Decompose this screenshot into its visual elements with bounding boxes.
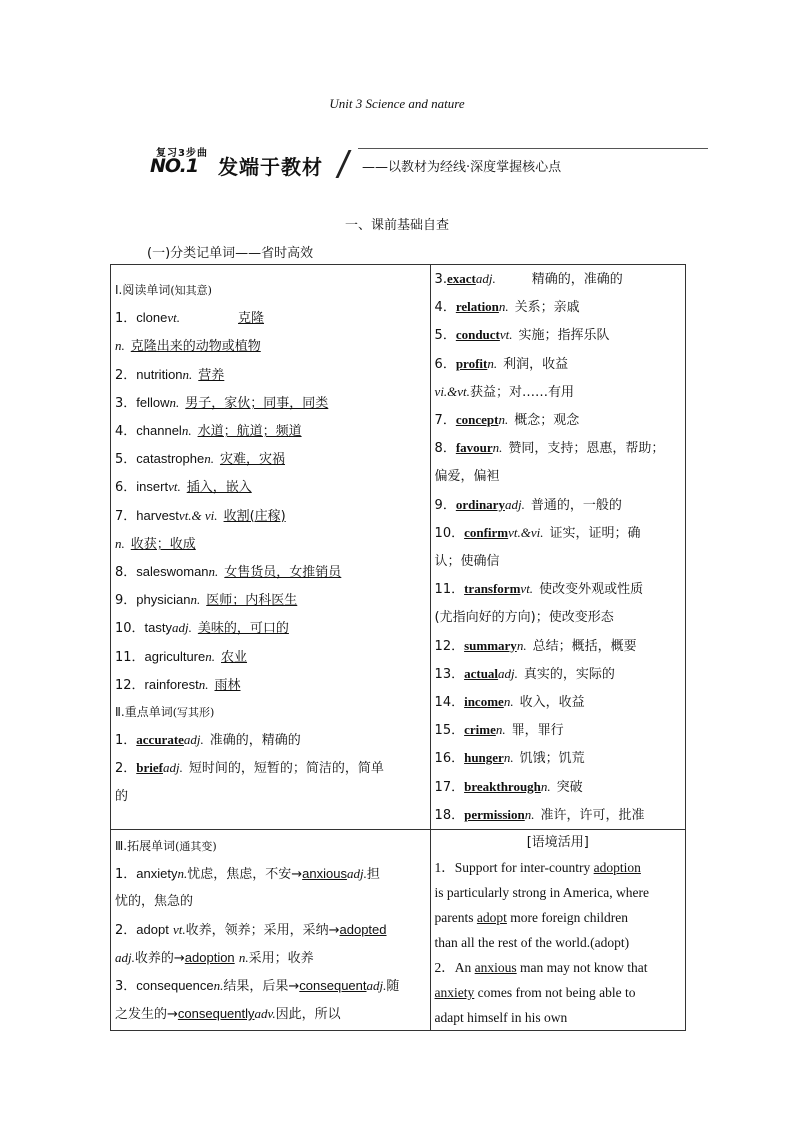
item-number: 2． bbox=[115, 922, 137, 938]
key-word-row bbox=[435, 406, 681, 434]
item-number: 7． bbox=[434, 413, 456, 429]
meaning: 收养的→ bbox=[134, 950, 185, 966]
expand-line-6 bbox=[115, 1000, 426, 1028]
answer-word: income bbox=[464, 694, 504, 710]
expand-line-3 bbox=[115, 916, 426, 944]
subsection-heading: (一)分类记单词——省时高效 bbox=[147, 246, 314, 261]
part-of-speech: vt. bbox=[172, 921, 186, 937]
answer-word: brief bbox=[136, 760, 163, 776]
answer: 克隆出来的动物或植物 bbox=[130, 339, 261, 355]
answer-word: favour bbox=[455, 440, 493, 456]
item-number: 9． bbox=[115, 593, 137, 609]
item-number: 3． bbox=[115, 395, 137, 411]
usage-title: [语境活用] bbox=[526, 835, 589, 851]
meaning: 实施；指挥乐队 bbox=[518, 328, 610, 344]
answer: adopt bbox=[476, 910, 507, 926]
meaning: 突破 bbox=[556, 779, 583, 795]
key-word-row bbox=[115, 726, 426, 754]
part-of-speech: n. bbox=[495, 722, 506, 738]
item-number: 15． bbox=[434, 723, 465, 739]
part-of-speech: n. bbox=[503, 750, 514, 766]
answer: 营养 bbox=[198, 367, 225, 383]
banner-slash bbox=[335, 150, 351, 178]
meaning: 真实的，实际的 bbox=[523, 666, 615, 682]
part-of-speech: adj. bbox=[172, 620, 192, 636]
sentence-text: adapt himself in his own bbox=[434, 1010, 568, 1026]
reading-word-row bbox=[115, 304, 426, 332]
answer: anxious bbox=[302, 866, 347, 882]
answer-word: confirm bbox=[464, 524, 509, 540]
meaning: 结果，后果→ bbox=[223, 979, 300, 995]
answer-word: summary bbox=[464, 637, 517, 653]
meaning: 短时间的，短暂的；简洁的，简单 bbox=[188, 761, 384, 777]
word: anxiety bbox=[136, 866, 178, 882]
reading-word-row bbox=[115, 643, 426, 671]
sec2-title: Ⅱ.重点单词 bbox=[115, 705, 173, 720]
item-number: 3. bbox=[434, 272, 447, 287]
item-number: 3． bbox=[115, 979, 137, 995]
item-number: 11． bbox=[115, 649, 145, 665]
answer: 雨林 bbox=[214, 677, 241, 693]
meaning: 偏爱，偏袒 bbox=[434, 469, 500, 485]
item-number: 14． bbox=[434, 695, 465, 711]
expand-line-4 bbox=[115, 944, 426, 972]
item-number: 7． bbox=[115, 508, 137, 524]
item-number: 5． bbox=[434, 328, 456, 344]
reading-word-list bbox=[115, 304, 426, 699]
answer-word: exact bbox=[446, 271, 476, 286]
word: channel bbox=[136, 423, 182, 439]
expand-cell bbox=[111, 830, 431, 1031]
key-word-row bbox=[435, 716, 681, 744]
sentence-text: 1．Support for inter-country bbox=[434, 860, 594, 876]
sentence-text: man may not know that bbox=[516, 960, 648, 976]
reading-word-row bbox=[115, 361, 426, 389]
answer: 美味的，可口的 bbox=[197, 621, 289, 637]
key-word-row bbox=[435, 773, 681, 801]
item-number: 1． bbox=[115, 311, 137, 327]
reading-word-row bbox=[115, 558, 426, 586]
right-cell bbox=[430, 265, 685, 830]
item-number: 12． bbox=[115, 677, 145, 693]
meaning: 证实，证明；确 bbox=[549, 525, 641, 541]
answer: anxiety bbox=[434, 985, 475, 1001]
part-of-speech: adj. bbox=[475, 271, 496, 286]
reading-word-row bbox=[115, 502, 426, 530]
answer: 女售货员，女推销员 bbox=[224, 565, 342, 581]
answer: adoption bbox=[593, 860, 641, 876]
unit-title: Unit 3 Science and nature bbox=[329, 96, 465, 111]
answer-word: hunger bbox=[464, 750, 504, 766]
sec2-note: (写其形) bbox=[172, 706, 215, 720]
sec2-heading bbox=[115, 699, 426, 726]
item-number: 4． bbox=[434, 300, 456, 316]
answer: 医师；内科医生 bbox=[206, 593, 298, 609]
sec1-heading bbox=[115, 277, 426, 304]
sec3-title: Ⅲ.拓展单词 bbox=[115, 839, 176, 854]
part-of-speech: n. bbox=[498, 412, 509, 428]
item-number: 8． bbox=[434, 441, 456, 457]
sec3-note: (通其变) bbox=[175, 840, 217, 854]
word: tasty bbox=[144, 620, 173, 636]
answer-word: relation bbox=[455, 299, 499, 315]
meaning: 采用；收养 bbox=[248, 950, 314, 966]
part-of-speech: n. bbox=[524, 806, 535, 822]
part-of-speech: adj. bbox=[163, 760, 183, 776]
key-word-list-continued bbox=[435, 265, 681, 829]
part-of-speech: adj. bbox=[498, 665, 518, 681]
answer-word: transform bbox=[464, 581, 521, 597]
item-number: 10． bbox=[434, 525, 465, 541]
part-of-speech: adv. bbox=[254, 1006, 276, 1022]
key-word-list bbox=[115, 726, 426, 782]
banner-small-label: 复习3步曲 bbox=[156, 148, 208, 159]
word: saleswoman bbox=[136, 564, 209, 580]
meaning: 罪，罪行 bbox=[511, 723, 564, 739]
answer: adoption bbox=[184, 949, 235, 965]
banner-subtitle: ——以教材为经线·深度掌握核心点 bbox=[362, 160, 562, 175]
key-word-row bbox=[435, 378, 681, 406]
answer-word: conduct bbox=[455, 327, 500, 343]
expand-line-1 bbox=[115, 860, 426, 888]
item-number: 17． bbox=[434, 779, 465, 795]
key-word-row bbox=[435, 434, 681, 462]
sentence-text: than all the rest of the world.(adopt) bbox=[434, 935, 630, 951]
item-number: 2． bbox=[115, 761, 137, 777]
usage-sentence-2 bbox=[435, 955, 681, 1030]
sentence-text: is particularly strong in America, where bbox=[434, 885, 649, 901]
key-word-row bbox=[435, 547, 681, 575]
meaning: 总结；概括，概要 bbox=[532, 638, 637, 654]
answer-word: breakthrough bbox=[464, 778, 541, 794]
part-of-speech: n. bbox=[487, 355, 498, 371]
reading-word-row bbox=[115, 332, 426, 360]
answer: 灾难，灾祸 bbox=[219, 452, 285, 468]
meaning: 赞同，支持；恩惠，帮助； bbox=[508, 441, 665, 457]
part-of-speech: n. bbox=[205, 648, 215, 664]
key-word-row bbox=[435, 688, 681, 716]
key-word-row bbox=[435, 462, 681, 490]
item-number: 10． bbox=[115, 621, 145, 637]
part-of-speech: vt.& vi. bbox=[178, 507, 218, 523]
meaning: 认；使确信 bbox=[434, 554, 500, 570]
banner-number: NO.1 bbox=[150, 155, 199, 177]
part-of-speech: n. bbox=[169, 394, 180, 410]
meaning: 饥饿；饥荒 bbox=[519, 751, 585, 767]
word: nutrition bbox=[136, 366, 183, 382]
part-of-speech: n. bbox=[492, 440, 503, 456]
item-number: 5． bbox=[115, 452, 137, 468]
reading-word-row bbox=[115, 445, 426, 473]
answer: 收获；收成 bbox=[130, 536, 196, 552]
key-word-row bbox=[435, 491, 681, 519]
key-word-row bbox=[435, 660, 681, 688]
reading-word-row bbox=[115, 586, 426, 614]
part-of-speech: n. bbox=[213, 978, 224, 994]
reading-word-row bbox=[115, 389, 426, 417]
vocab-table bbox=[110, 264, 686, 1031]
section-heading: 一、课前基础自查 bbox=[344, 218, 449, 233]
part-of-speech: n. bbox=[540, 778, 551, 794]
item-number: 1． bbox=[115, 867, 137, 883]
part-of-speech: adj. bbox=[366, 978, 387, 994]
part-of-speech: n. bbox=[115, 338, 125, 354]
meaning: 使改变外观或性质 bbox=[539, 582, 644, 598]
part-of-speech: vt. bbox=[520, 581, 534, 597]
word: insert bbox=[136, 479, 169, 495]
key-word-row bbox=[435, 801, 681, 829]
key-word-row bbox=[115, 754, 426, 782]
answer: 男子，家伙；同事，同类 bbox=[185, 395, 329, 411]
item-number: 18． bbox=[434, 807, 465, 823]
answer-word: ordinary bbox=[455, 496, 505, 512]
key-word-row bbox=[435, 293, 681, 321]
answer-word: concept bbox=[455, 412, 499, 428]
meaning: 随 bbox=[386, 979, 400, 995]
answer-word: profit bbox=[455, 355, 488, 371]
word: physician bbox=[136, 592, 191, 608]
part-of-speech: n. bbox=[503, 694, 514, 710]
word: catastrophe bbox=[136, 451, 205, 467]
answer-word: accurate bbox=[136, 732, 184, 748]
item-number: 16． bbox=[434, 751, 465, 767]
part-of-speech: adj. bbox=[183, 732, 204, 748]
left-cell bbox=[111, 265, 431, 830]
meaning: 获益；对……有用 bbox=[469, 384, 574, 400]
item-number: 8． bbox=[115, 565, 137, 581]
part-of-speech: n. bbox=[198, 676, 209, 692]
part-of-speech: vt. bbox=[168, 479, 181, 495]
key-word-row bbox=[435, 744, 681, 772]
word: clone bbox=[136, 310, 168, 326]
word: rainforest bbox=[144, 676, 199, 692]
part-of-speech: adj. bbox=[504, 496, 525, 512]
answer: anxious bbox=[474, 960, 517, 976]
meaning: 利润，收益 bbox=[503, 356, 569, 372]
meaning: 因此，所以 bbox=[275, 1007, 341, 1023]
part-of-speech: n. bbox=[177, 866, 188, 882]
key-word-row bbox=[435, 321, 681, 349]
reading-word-row bbox=[115, 671, 426, 699]
meaning: 准许，许可，批准 bbox=[540, 807, 645, 823]
part-of-speech: n. bbox=[204, 451, 214, 467]
answer-word: crime bbox=[464, 722, 496, 738]
part-of-speech: vi.&vt. bbox=[434, 383, 470, 399]
meaning: 准确的，精确的 bbox=[209, 733, 301, 749]
part-of-speech: n. bbox=[190, 592, 201, 608]
part-of-speech: n. bbox=[181, 423, 192, 439]
usage-sentence-1 bbox=[435, 855, 681, 955]
part-of-speech: n. bbox=[516, 637, 527, 653]
answer: 克隆 bbox=[238, 311, 265, 327]
word: fellow bbox=[136, 394, 170, 410]
banner-title: 发端于教材 bbox=[218, 155, 323, 179]
item-number: 11． bbox=[434, 582, 465, 598]
answer: 收割(庄稼) bbox=[223, 508, 286, 524]
answer: adopted bbox=[339, 921, 387, 937]
item-number: 6． bbox=[434, 356, 456, 372]
meaning: 概念；观念 bbox=[514, 413, 580, 429]
reading-word-row bbox=[115, 417, 426, 445]
key-word-row bbox=[435, 265, 681, 293]
reading-word-row bbox=[115, 530, 426, 558]
meaning: 普通的，一般的 bbox=[530, 497, 622, 513]
part-of-speech: vt. bbox=[499, 327, 513, 343]
expand-line-2: 忧的，焦急的 bbox=[115, 894, 194, 910]
answer: 插入，嵌入 bbox=[186, 480, 252, 496]
item-number: 2． bbox=[115, 367, 137, 383]
word: consequence bbox=[136, 978, 214, 994]
sec1-note: (知其意) bbox=[170, 284, 212, 297]
word: agriculture bbox=[144, 648, 206, 664]
key-word-row bbox=[435, 350, 681, 378]
answer: consequently bbox=[177, 1006, 255, 1022]
key-word-row bbox=[435, 632, 681, 660]
part-of-speech: adj. bbox=[115, 949, 135, 965]
part-of-speech: n. bbox=[498, 299, 509, 315]
expand-line-5 bbox=[115, 972, 426, 1000]
usage-cell bbox=[430, 830, 685, 1031]
item-number: 4． bbox=[115, 424, 137, 440]
sec3-heading bbox=[115, 833, 426, 860]
part-of-speech: n. bbox=[238, 949, 249, 965]
key-tail: 的 bbox=[115, 788, 129, 804]
answer-word: permission bbox=[464, 806, 525, 822]
key-word-row bbox=[435, 519, 681, 547]
meaning: 之发生的→ bbox=[115, 1007, 178, 1023]
meaning: 收养，领养；采用，采纳→ bbox=[185, 922, 340, 938]
key-word-row bbox=[435, 575, 681, 603]
meaning: (尤指向好的方向)；使改变形态 bbox=[434, 610, 614, 626]
item-number: 13． bbox=[434, 666, 465, 682]
answer: 水道；航道；频道 bbox=[197, 424, 302, 440]
item-number: 1． bbox=[115, 733, 137, 749]
sentence-text: comes from not being able to bbox=[474, 985, 636, 1001]
meaning: 收入，收益 bbox=[519, 695, 585, 711]
item-number: 12． bbox=[434, 638, 465, 654]
sentence-text: more foreign children bbox=[506, 910, 628, 926]
item-number: 9． bbox=[434, 497, 456, 513]
part-of-speech: vt.&vi. bbox=[508, 524, 544, 540]
answer: consequent bbox=[299, 978, 367, 994]
answer: 农业 bbox=[221, 649, 248, 665]
part-of-speech: n. bbox=[182, 366, 193, 382]
section-banner bbox=[146, 142, 710, 180]
item-number: 6． bbox=[115, 480, 137, 496]
meaning: 精确的，准确的 bbox=[531, 272, 623, 287]
part-of-speech: adj. bbox=[346, 866, 367, 882]
word: adopt bbox=[136, 921, 169, 937]
answer-word: actual bbox=[464, 665, 499, 681]
sec1-title: Ⅰ.阅读单词 bbox=[115, 283, 171, 297]
meaning: 担 bbox=[366, 867, 380, 883]
part-of-speech: n. bbox=[208, 564, 219, 580]
reading-word-row bbox=[115, 473, 426, 501]
part-of-speech: n. bbox=[115, 535, 125, 551]
sentence-text: 2．An bbox=[434, 960, 475, 976]
part-of-speech: vt. bbox=[167, 310, 180, 326]
banner-rule bbox=[358, 148, 708, 149]
word: harvest bbox=[136, 507, 179, 523]
meaning: 关系；亲戚 bbox=[514, 300, 580, 316]
key-word-row bbox=[435, 603, 681, 631]
meaning: 忧虑，焦虑，不安→ bbox=[187, 867, 303, 883]
sentence-text: parents bbox=[434, 910, 477, 926]
reading-word-row bbox=[115, 614, 426, 642]
